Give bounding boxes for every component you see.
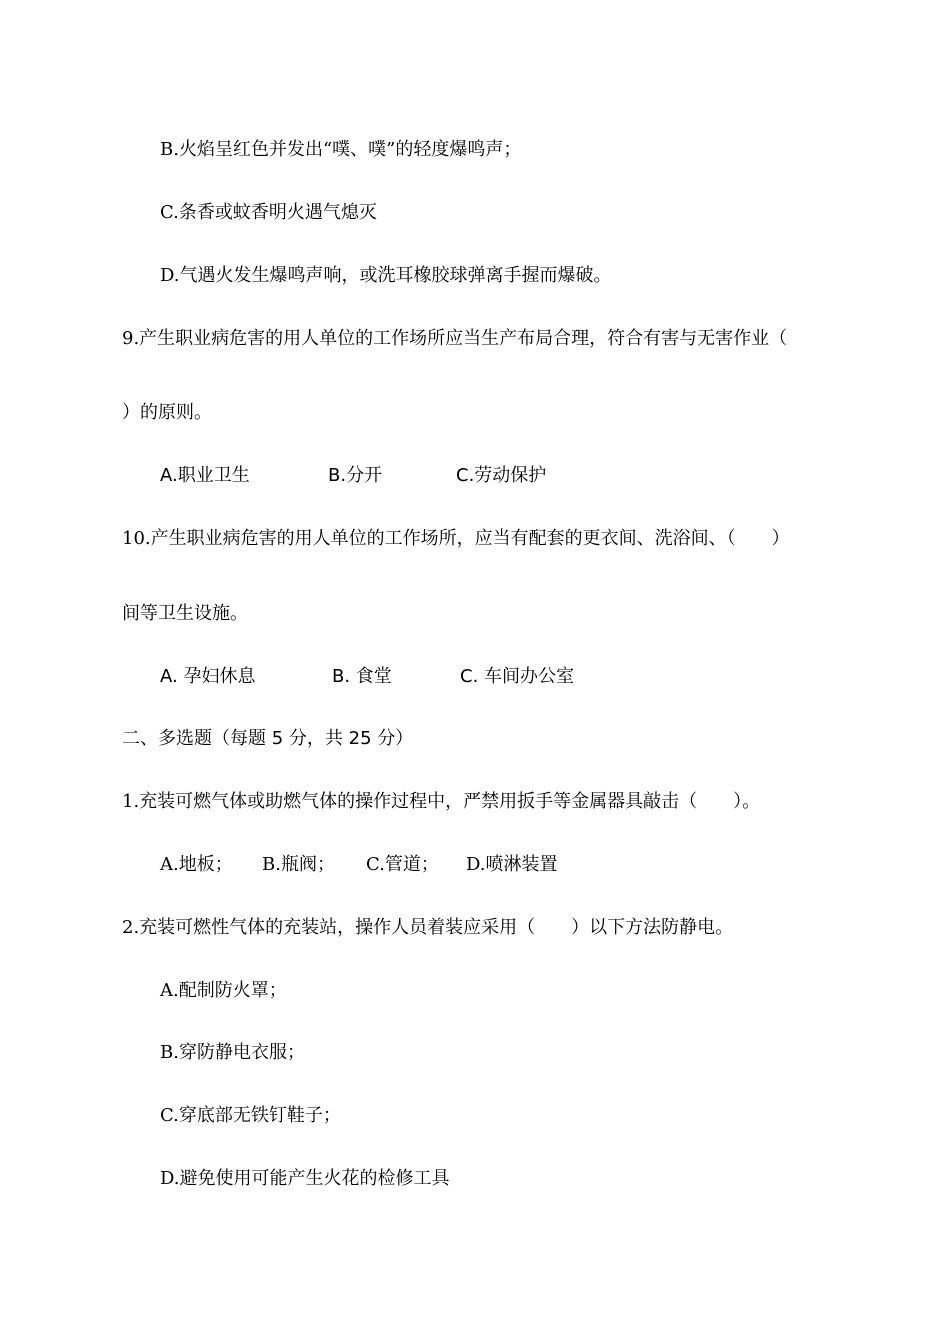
q8-option-b: B.火焰呈红色并发出“噗、噗”的轻度爆鸣声； <box>160 139 522 160</box>
q10-option-c: C. 车间办公室 <box>460 666 575 687</box>
q9-text-line2: ）的原则。 <box>122 402 212 423</box>
mq2-option-d: D.避免使用可能产生火花的检修工具 <box>160 1168 450 1189</box>
q9-text-line1: 9.产生职业病危害的用人单位的工作场所应当生产布局合理，符合有害与无害作业（ <box>122 328 788 349</box>
mq2-option-a: A.配制防火罩； <box>160 980 287 1001</box>
q9-option-c: C.劳动保护 <box>456 465 547 486</box>
q9-option-a: A.职业卫生 <box>160 465 250 486</box>
q10-option-b: B. 食堂 <box>332 666 392 687</box>
mq1-option-d: D.喷淋装置 <box>466 854 558 875</box>
mq1-option-b: B.瓶阀； <box>262 854 335 875</box>
q8-option-c: C.条香或蚊香明火遇气熄灭 <box>160 202 377 223</box>
mq2-option-c: C.穿底部无铁钉鞋子； <box>160 1105 341 1126</box>
q10-text-line2: 间等卫生设施。 <box>122 603 248 624</box>
mq1-option-c: C.管道； <box>366 854 439 875</box>
mq1-option-a: A.地板； <box>160 854 233 875</box>
q10-option-a: A. 孕妇休息 <box>160 666 256 687</box>
mq2-option-b: B.穿防静电衣服； <box>160 1042 305 1063</box>
q9-option-b: B.分开 <box>328 465 383 486</box>
mq1-text: 1.充装可燃气体或助燃气体的操作过程中，严禁用扳手等金属器具敲击（ ）。 <box>122 791 761 812</box>
q8-option-d: D.气遇火发生爆鸣声响，或洗耳橡胶球弹离手握而爆破。 <box>160 265 612 286</box>
q10-text-line1: 10.产生职业病危害的用人单位的工作场所，应当有配套的更衣间、洗浴间、（ ） <box>122 528 790 549</box>
section-heading-multiple-choice: 二、多选题（每题 5 分，共 25 分） <box>122 728 414 749</box>
mq2-text: 2.充装可燃性气体的充装站，操作人员着装应采用（ ）以下方法防静电。 <box>122 917 734 938</box>
